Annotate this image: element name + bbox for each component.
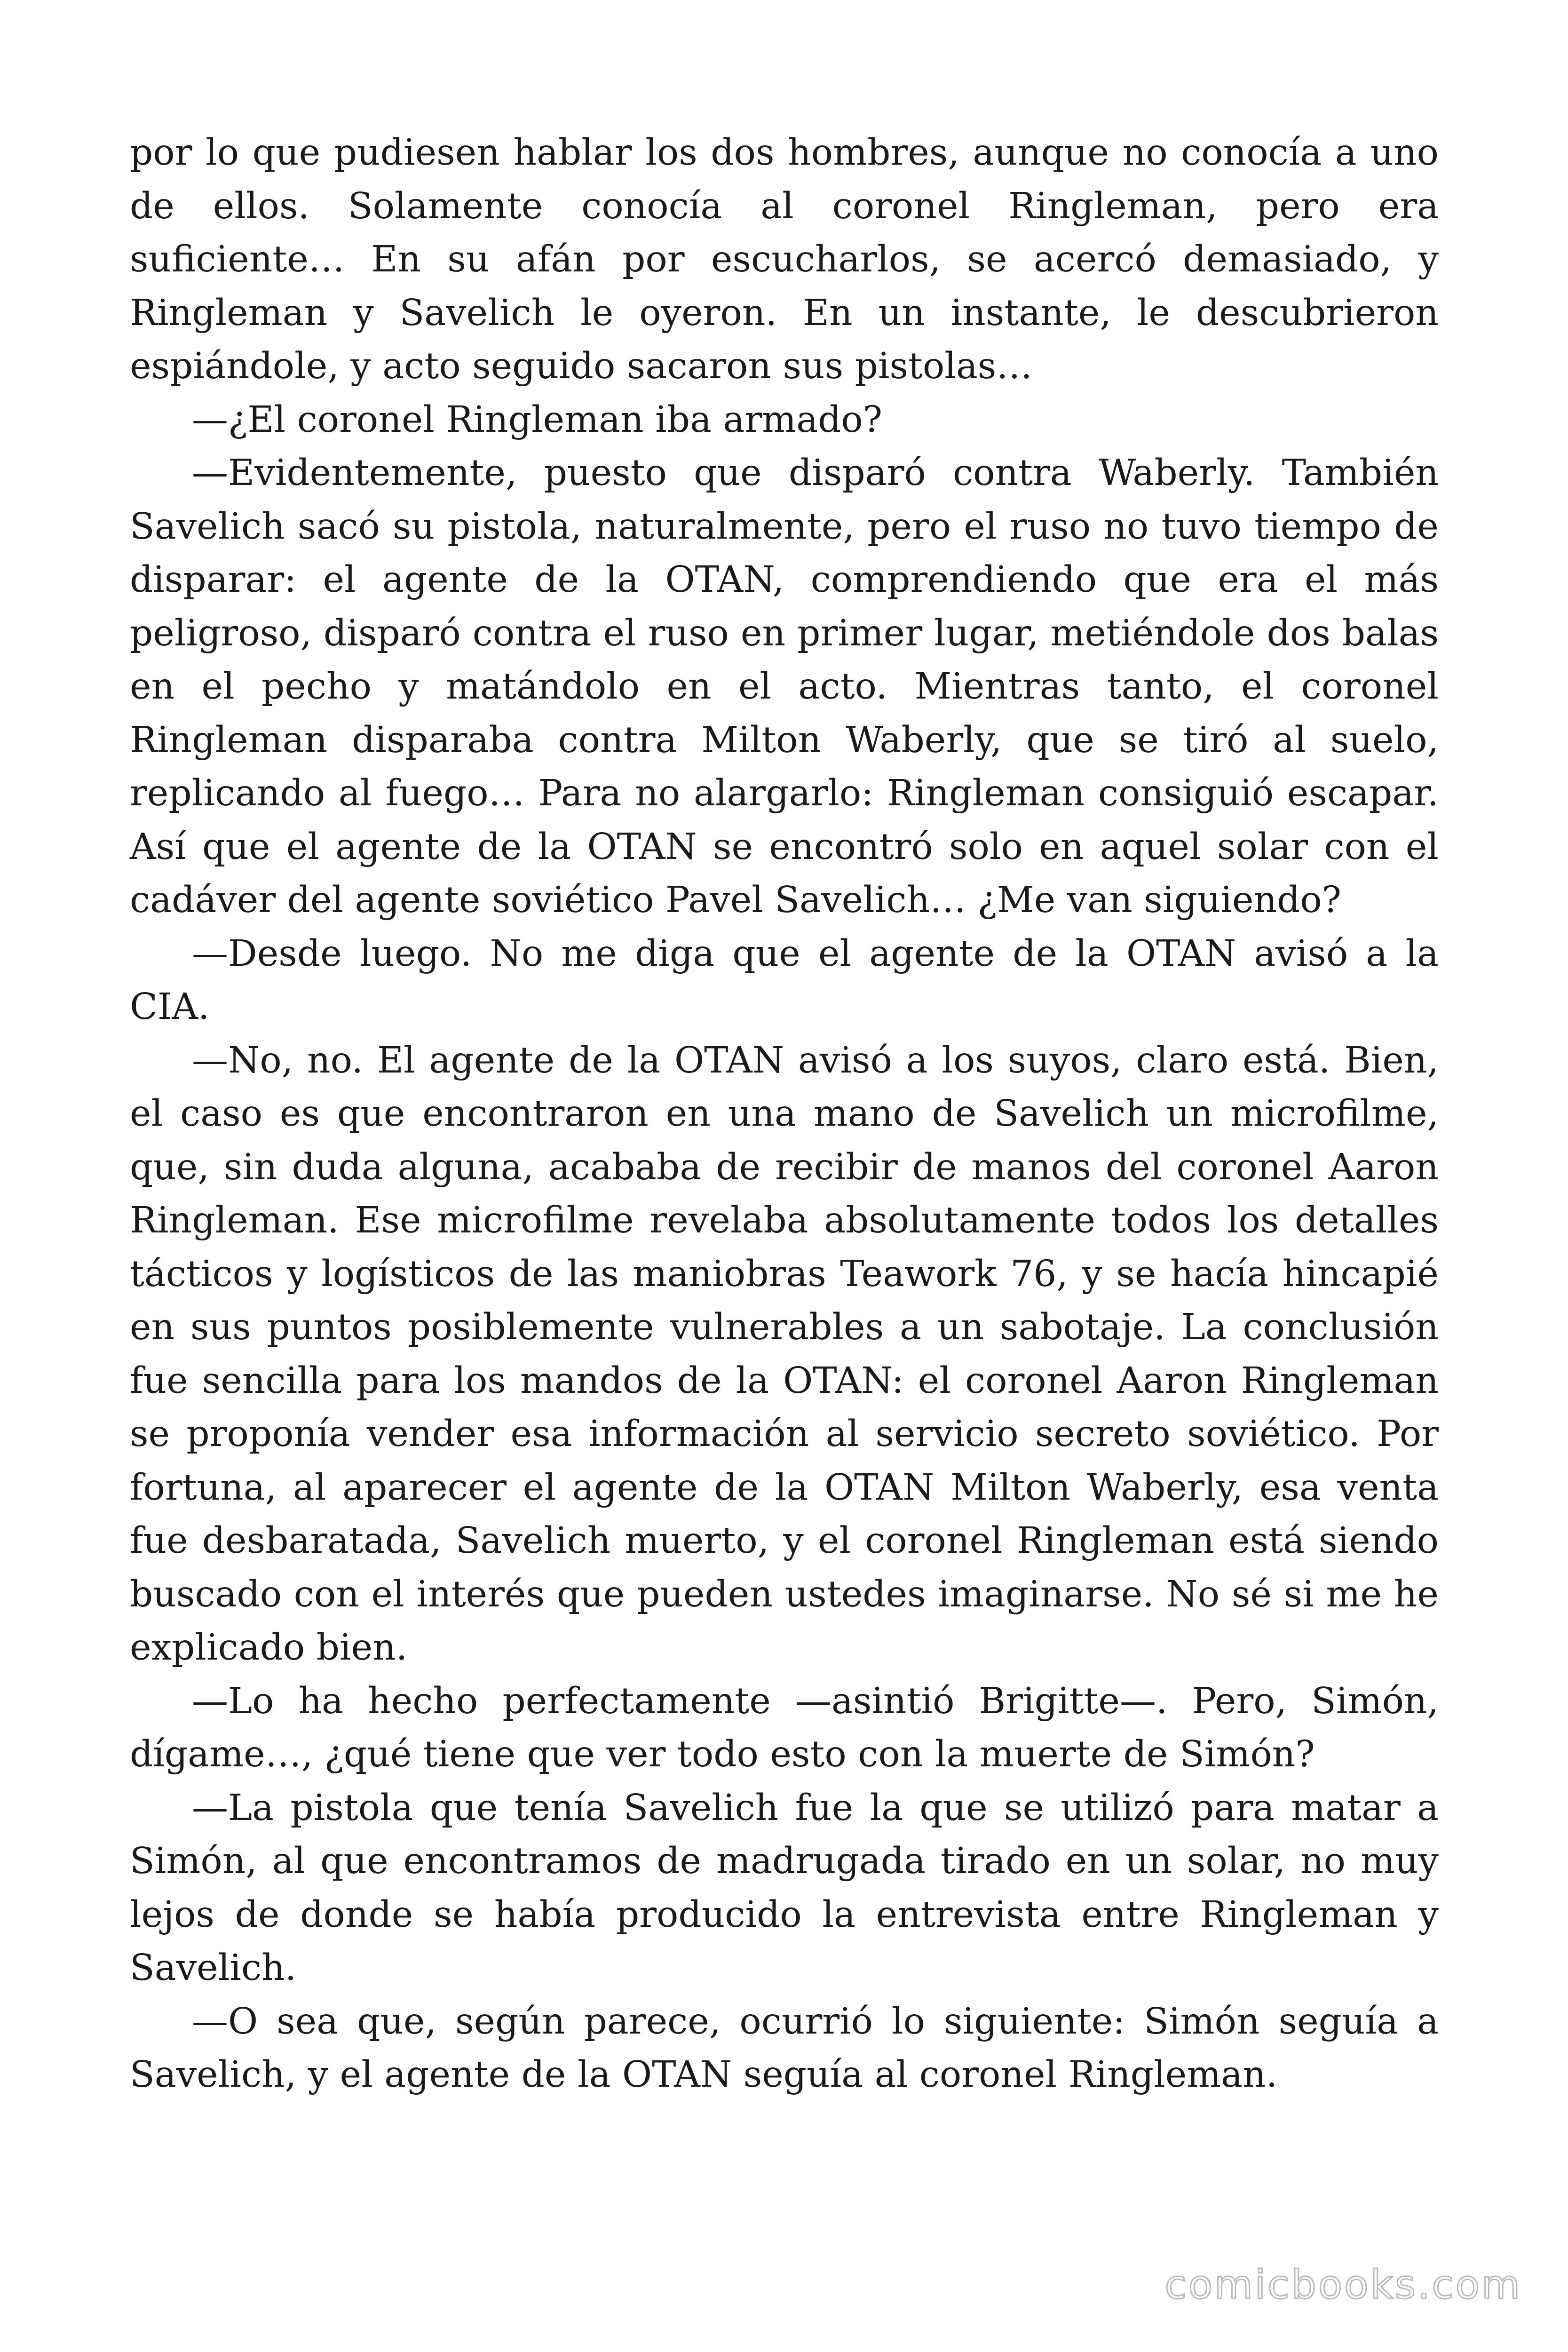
paragraph-3: —Evidentemente, puesto que disparó contra Waberly. También Savelich sacó su pistola, naturalmente, pero el ruso no tuvo tiempo de disparar: el agente de la OTAN, comprendiendo que era el más peligroso, disparó contra el ruso en primer lugar, metiéndole dos balas en el pecho y matándolo en el acto. Mientras tanto, el coronel Ringleman disparaba contra Milton Waberly, que se tiró al suelo, replicando al fuego… Para no alargarlo: Ringleman consiguió escapar. Así que el agente de la OTAN se encontró solo en aquel solar con el cadáver del agente soviético Pavel Savelich… ¿Me van siguiendo? <box>130 452 1439 921</box>
paragraph-8: —O sea que, según parece, ocurrió lo siguiente: Simón seguía a Savelich, y el agente de la OTAN seguía al coronel Ringleman. <box>130 2000 1439 2096</box>
paragraph-4: —Desde luego. No me diga que el agente de la OTAN avisó a la CIA. <box>130 932 1439 1028</box>
paragraph-6: —Lo ha hecho perfectamente —asintió Brigitte—. Pero, Simón, dígame…, ¿qué tiene que ver todo esto con la muerte de Simón? <box>130 1680 1439 1775</box>
paragraph-1: por lo que pudiesen hablar los dos hombres, aunque no conocía a uno de ellos. Solamente conocía al coronel Ringleman, pero era suficiente… En su afán por escucharlos, se acercó demasiado, y Ringleman y Savelich le oyeron. En un instante, le descubrieron espiándole, y acto seguido sacaron sus pistolas… <box>130 132 1439 387</box>
paragraph-5: —No, no. El agente de la OTAN avisó a los suyos, claro está. Bien, el caso es que encontraron en una mano de Savelich un microfilme, que, sin duda alguna, acababa de recibir de manos del coronel Aaron Ringleman. Ese microfilme revelaba absolutamente todos los detalles tácticos y logísticos de las maniobras Teawork 76, y se hacía hincapié en sus puntos posiblemente vulnerables a un sabotaje. La conclusión fue sencilla para los mandos de la OTAN: el coronel Aaron Ringleman se proponía vender esa información al servicio secreto soviético. Por fortuna, al aparecer el agente de la OTAN Milton Waberly, esa venta fue desbaratada, Savelich muerto, y el coronel Ringleman está siendo buscado con el interés que pueden ustedes imaginarse. No sé si me he explicado bien. <box>130 1039 1439 1669</box>
paragraph-2: —¿El coronel Ringleman iba armado? <box>192 398 883 441</box>
body-text <box>130 126 1439 2102</box>
watermark: comicbooks.com <box>1164 2262 1522 2308</box>
paragraph-7: —La pistola que tenía Savelich fue la que se utilizó para matar a Simón, al que encontramos de madrugada tirado en un solar, no muy lejos de donde se había producido la entrevista entre Ringleman y Savelich. <box>130 1787 1439 1989</box>
